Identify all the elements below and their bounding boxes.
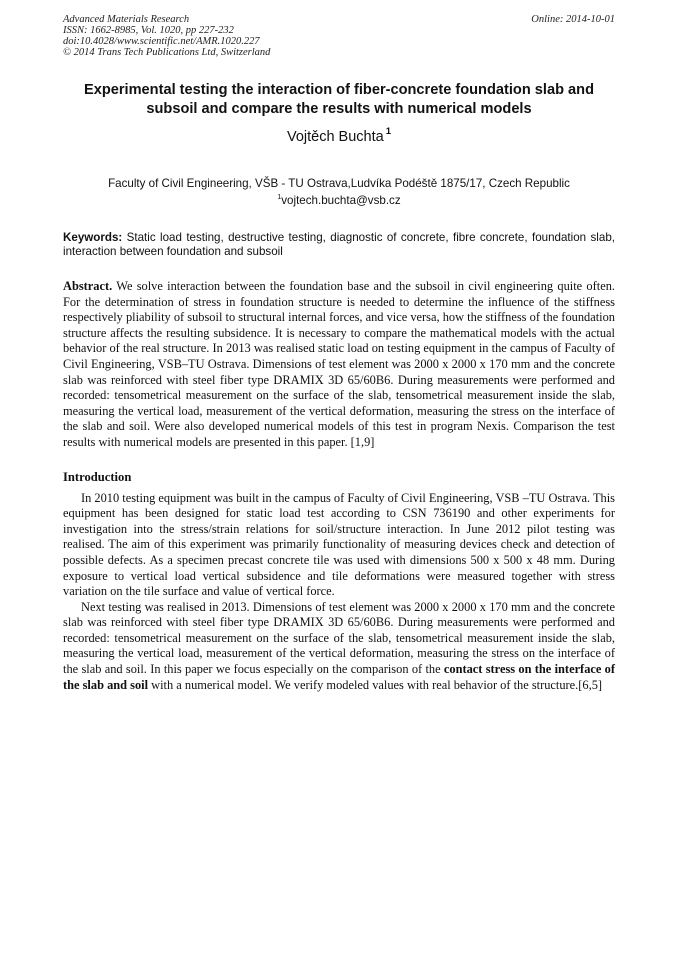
introduction-heading: Introduction <box>63 469 132 484</box>
introduction-body <box>63 491 615 694</box>
paragraph-2-end: with a numerical model. We verify modeled values with real behavior of the structure.[6,5] <box>148 677 603 692</box>
keywords-text: Static load testing, destructive testing, diagnostic of concrete, fibre concrete, foundation slab, interaction between foundation and subsoil <box>63 231 615 258</box>
journal-doi[interactable]: doi:10.4028/www.scientific.net/AMR.1020.227 <box>63 36 260 47</box>
paper-page <box>63 14 615 693</box>
affiliation-line: Faculty of Civil Engineering, VŠB - TU Ostrava,Ludvíka Podéště 1875/17, Czech Republic <box>108 177 570 190</box>
introduction-paragraph-1: In 2010 testing equipment was built in the campus of Faculty of Civil Engineering, VSB –TU Ostrava. This equipment has been designed for static load test according to CSN 736190 and other experiments for investigation into the stress/strain relations for soil/structure interaction. In June 2012 pilot testing was realised. The aim of this experiment was primarily functionality of measuring devices check and detection of possible defects. As a specimen precast concrete tile was used with dimensions 500 x 500 x 48 mm. During exposure to vertical load vertical subsidence and tile deformations were measured together with stress variation on the tile surface and value of vertical force. <box>63 490 615 599</box>
affiliation-email-line <box>63 191 615 208</box>
abstract <box>63 279 615 451</box>
paper-title: Experimental testing the interaction of fiber-concrete foundation slab and subsoil and compare the results with numerical models <box>83 82 595 117</box>
online-date: Online: 2014-10-01 <box>531 14 615 25</box>
email-mark: 1 <box>277 194 282 201</box>
author <box>63 123 615 146</box>
keywords-label: Keywords: <box>63 231 123 244</box>
author-name: Vojtěch Buchta <box>286 129 384 145</box>
journal-header <box>63 14 615 64</box>
paragraph-2-start: Next testing was realised in 2013. Dimensions of test element was 2000 x 2000 x 170 mm and the concrete slab was reinforced with steel fiber type DRAMIX 3D 65/60B6. During measurements were performed and recorded: tensometrical measurement on the surface of the slab, tensometrical measurement inside the slab, measuring the vertical load, measurement of the vertical deformation, measuring the stress on the interface of the slab and soil. In this paper we focus especially on the comparison of the <box>63 599 615 677</box>
abstract-label: Abstract. <box>63 279 113 293</box>
introduction-paragraph-2 <box>63 600 615 694</box>
journal-copyright: © 2014 Trans Tech Publications Ltd, Switzerland <box>63 47 271 58</box>
journal-name: Advanced Materials Research <box>63 14 190 25</box>
abstract-text: We solve interaction between the foundation base and the subsoil in civil engineering quite often. For the determination of stress in foundation structure is needed to determine the influence of the stiffness respectively pliability of subsoil to structural internal forces, and vice versa, how the stiffness of the foundation structure affects the resulting subsidence. It is necessary to compare the mathematical models with the actual behavior of the real structure. In 2013 was realised static load on testing equipment in the campus of Faculty of Civil Engineering, VSB–TU Ostrava. Dimensions of test element was 2000 x 2000 x 170 mm and the concrete slab was reinforced with steel fiber type DRAMIX 3D 65/60B6. During measurements were performed and recorded: tensometrical measurement on the surface of the slab, tensometrical measurement inside the slab, measuring the vertical load, measurement of the vertical deformation, measuring the stress on the interface of the slab and soil. Were also developed numerical models of this test in program Nexis. Comparison the test results with numerical models are presented in this paper. [1,9] <box>63 279 615 449</box>
journal-info <box>63 14 270 58</box>
author-email[interactable]: vojtech.buchta@vsb.cz <box>281 194 401 207</box>
keywords <box>63 231 615 259</box>
journal-issn: ISSN: 1662-8985, Vol. 1020, pp 227-232 <box>63 25 234 36</box>
paragraph-2-emphasis: contact stress on the interface of the slab and soil <box>63 662 616 692</box>
affiliation <box>63 177 615 208</box>
author-mark: 1 <box>385 126 392 137</box>
